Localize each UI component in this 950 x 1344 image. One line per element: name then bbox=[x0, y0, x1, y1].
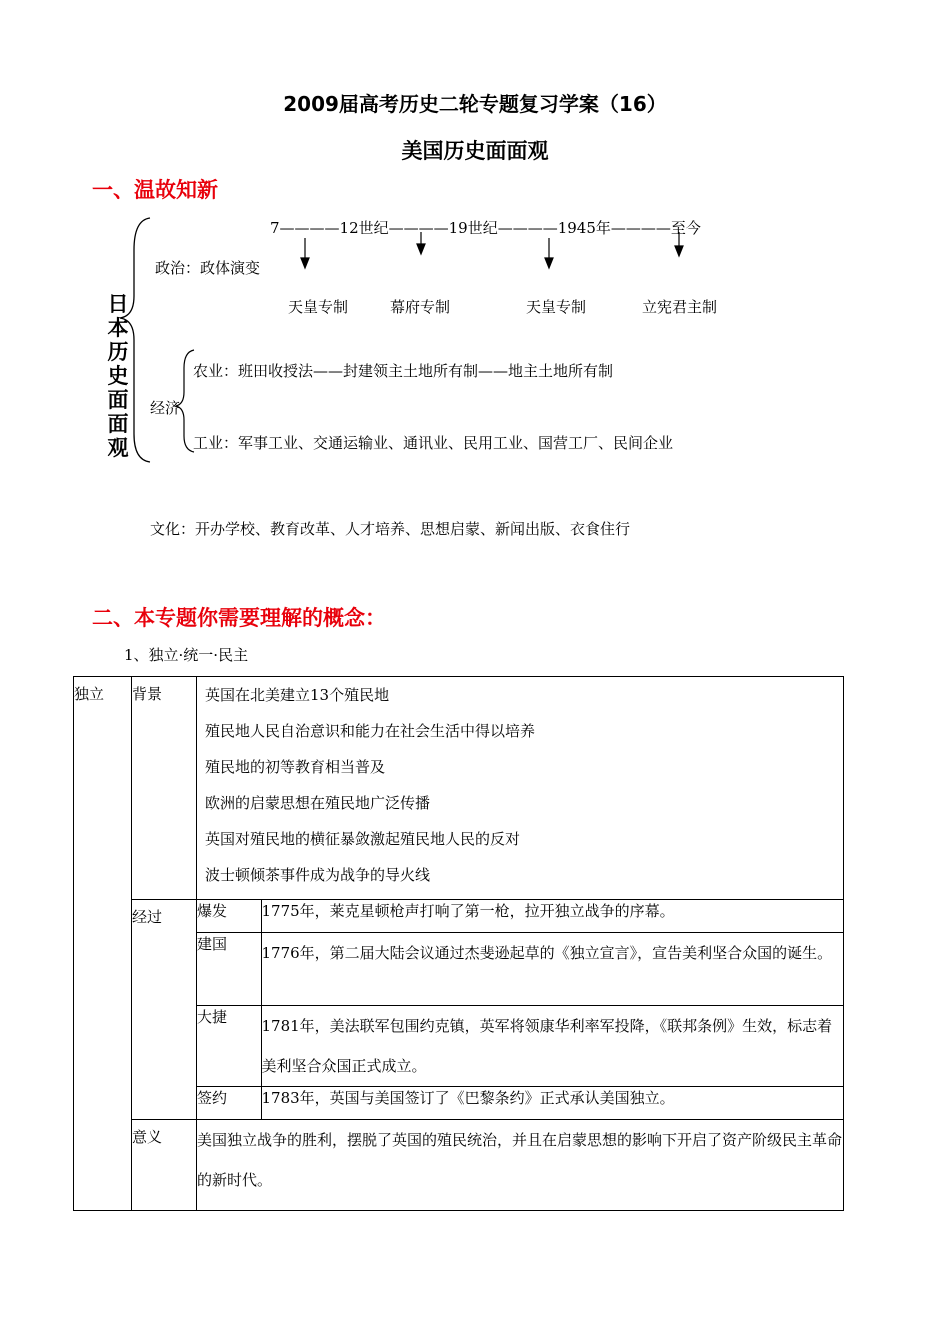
regime-1: 天皇专制 bbox=[288, 298, 349, 316]
background-item: 波士顿倾茶事件成为战争的导火线 bbox=[205, 866, 431, 884]
politics-label: 政治：政体演变 bbox=[155, 259, 261, 277]
process-label-founding: 建国 bbox=[197, 933, 261, 1006]
regime-2: 幕府专制 bbox=[390, 298, 451, 316]
background-item: 欧洲的启蒙思想在殖民地广泛传播 bbox=[205, 794, 431, 812]
subheading: 1、独立·统一·民主 bbox=[124, 646, 249, 664]
significance-text: 美国独立战争的胜利，摆脱了英国的殖民统治，并且在启蒙思想的影响下开启了资产阶级民主革命的新时代。 bbox=[197, 1120, 844, 1211]
culture-line: 文化：开办学校、教育改革、人才培养、思想启蒙、新闻出版、衣食住行 bbox=[150, 520, 631, 538]
process-cell bbox=[197, 900, 844, 1120]
process-text-outbreak: 1775年，莱克星顿枪声打响了第一枪，拉开独立战争的序幕。 bbox=[261, 900, 843, 933]
page-title: 2009届高考历史二轮专题复习学案（16） bbox=[283, 92, 667, 116]
background-item: 英国对殖民地的横征暴敛激起殖民地人民的反对 bbox=[205, 830, 521, 848]
process-label-treaty: 签约 bbox=[197, 1087, 261, 1120]
process-text-victory: 1781年，美法联军包围约克镇，英军将领康华利率军投降，《联邦条例》生效，标志着美利坚合众国正式成立。 bbox=[261, 1006, 843, 1087]
background-item: 英国在北美建立13个殖民地 bbox=[205, 686, 390, 704]
process-label: 经过 bbox=[132, 900, 197, 1120]
regime-4: 立宪君主制 bbox=[642, 298, 718, 316]
industry-line: 工业：军事工业、交通运输业、通讯业、民用工业、国营工厂、民间企业 bbox=[193, 434, 674, 452]
process-text-treaty: 1783年，英国与美国签订了《巴黎条约》正式承认美国独立。 bbox=[261, 1087, 843, 1120]
mindmap-diagram bbox=[0, 0, 950, 560]
section-heading-review: 一、温故知新 bbox=[92, 178, 218, 202]
vertical-title: 日 本 历 史 面 面 观 bbox=[107, 292, 129, 460]
section-heading-concepts: 二、本专题你需要理解的概念： bbox=[92, 606, 386, 630]
background-item: 殖民地的初等教育相当普及 bbox=[205, 758, 386, 776]
process-label-victory: 大捷 bbox=[197, 1006, 261, 1087]
process-text-founding: 1776年，第二届大陆会议通过杰斐逊起草的《独立宣言》，宣告美利坚合众国的诞生。 bbox=[261, 933, 843, 1006]
process-label-outbreak: 爆发 bbox=[197, 900, 261, 933]
economy-label: 经济 bbox=[150, 399, 181, 417]
independence-table bbox=[73, 676, 844, 1211]
timeline: 7————12世纪————19世纪————1945年————至今 bbox=[270, 219, 701, 237]
regime-3: 天皇专制 bbox=[526, 298, 587, 316]
agriculture-line: 农业：班田收授法——封建领主土地所有制——地主土地所有制 bbox=[193, 362, 614, 380]
row-label-independence: 独立 bbox=[74, 677, 132, 1211]
background-label: 背景 bbox=[132, 677, 197, 900]
page-subtitle: 美国历史面面观 bbox=[401, 139, 549, 163]
background-item: 殖民地人民自治意识和能力在社会生活中得以培养 bbox=[205, 722, 536, 740]
background-cell bbox=[197, 677, 844, 900]
significance-label: 意义 bbox=[132, 1120, 197, 1211]
